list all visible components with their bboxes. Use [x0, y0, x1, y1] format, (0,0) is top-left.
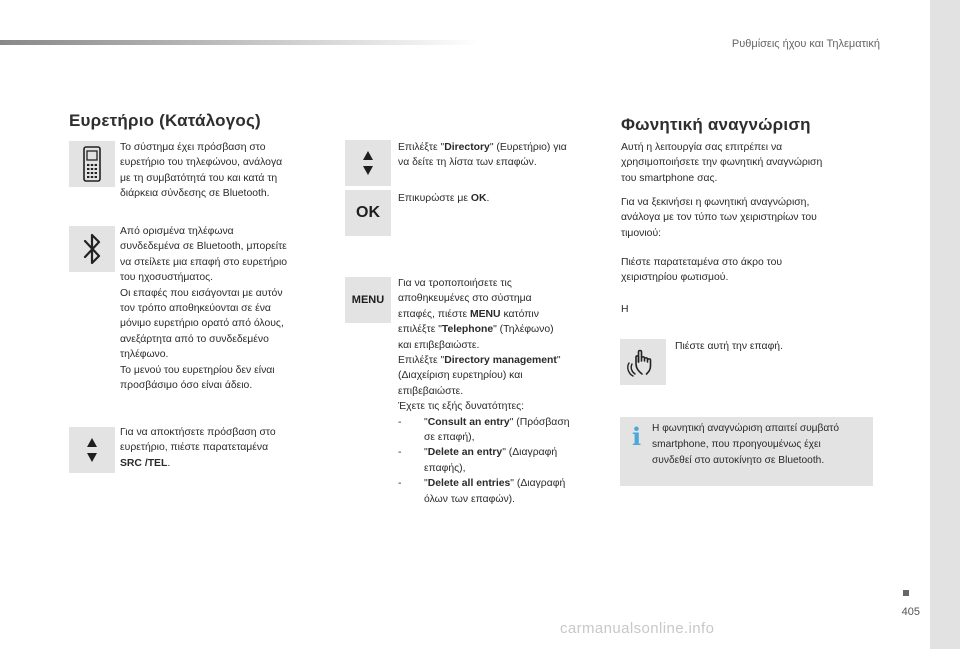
text-fragment: ": [424, 416, 428, 428]
text-line: συνδεθεί στο αυτοκίνητο σε Bluetooth.: [652, 455, 825, 467]
text-line: Το μενού του ευρετηρίου δεν είναι: [120, 364, 275, 376]
text-fragment: επιλέξτε ": [398, 324, 442, 336]
text-line: [398, 307, 608, 322]
text-line: χρησιμοποιήσετε την φωνητική αναγνώριση: [621, 157, 823, 169]
bluetooth-contact-text: [120, 224, 360, 393]
text-line: ευρετήριο του τηλεφώνου, ανάλογα: [120, 157, 283, 169]
text-fragment: επαφές, πιέστε: [398, 308, 470, 320]
text-line: ευρετήριο, πιέστε παρατεταμένα: [120, 442, 269, 454]
text-fragment: όλων των επαφών).: [424, 493, 516, 505]
text-fragment: Επικυρώστε με: [398, 193, 471, 204]
text-line: χειριστηρίου φωτισμού.: [621, 272, 729, 284]
key-delete-entry: Delete an entry: [427, 447, 503, 459]
voice-start-text: [621, 195, 881, 241]
text-fragment: " (Διαγραφή: [502, 447, 558, 459]
up-down-arrows-icon: [87, 438, 97, 462]
chapter-title: Ρυθμίσεις ήχου και Τηλεματική: [731, 38, 880, 50]
touch-hand-icon: [625, 344, 661, 380]
section-title-directory: Ευρετήριο (Κατάλογος): [69, 111, 261, 130]
text-line: Για να ξεκινήσει η φωνητική αναγνώριση,: [621, 197, 810, 208]
arrows-icon-box: [69, 427, 115, 473]
list-item: [398, 415, 608, 446]
section-title-voice-recognition: Φωνητική αναγνώριση: [621, 115, 811, 134]
text-line: [398, 140, 608, 155]
list-item-text: [424, 476, 565, 507]
text-line: Το σύστημα έχει πρόσβαση στο: [120, 142, 266, 153]
text-fragment: Επιλέξτε ": [398, 142, 445, 153]
text-fragment: σε επαφή),: [424, 432, 475, 444]
text-line: και επιβεβαιώστε.: [398, 339, 480, 351]
list-item-text: [424, 415, 570, 446]
text-line: smartphone, που προηγουμένως έχει: [652, 439, 821, 451]
bluetooth-icon-box: [69, 226, 115, 272]
header-gradient-bar: [0, 40, 480, 45]
text-line: [120, 456, 350, 471]
text-line: [398, 353, 608, 368]
touch-icon-box: [620, 339, 666, 385]
voice-intro-text: [621, 140, 881, 186]
key-telephone: Telephone: [441, 324, 494, 336]
text-line: επιβεβαιώστε.: [398, 385, 464, 397]
or-separator: Η: [621, 304, 629, 315]
key-directory-management: Directory management: [444, 355, 557, 367]
text-line: με τη συμβατότητά του και κατά τη: [120, 172, 278, 184]
up-down-arrows-icon: [363, 151, 373, 175]
page-number: 405: [901, 606, 920, 618]
text-line: του ηχοσυστήματος.: [120, 272, 214, 284]
text-fragment: .: [167, 457, 171, 469]
text-fragment: .: [486, 193, 490, 204]
list-item: [398, 476, 608, 507]
voice-lighting-stalk-text: [621, 255, 881, 286]
text-fragment: Επιλέξτε ": [398, 355, 445, 367]
text-line: τηλέφωνο.: [120, 349, 169, 361]
directory-access-text: [120, 425, 350, 471]
text-line: συνδεδεμένα σε Bluetooth, μπορείτε: [120, 241, 287, 253]
text-line: να δείτε τη λίστα των επαφών.: [398, 157, 537, 169]
text-line: του smartphone σας.: [621, 172, 718, 184]
text-line: μόνιμο ευρετήριο ορατό από όλους,: [120, 318, 284, 330]
watermark: carmanualsonline.info: [560, 620, 715, 637]
text-fragment: ": [424, 478, 428, 490]
mobile-phone-icon: [82, 146, 102, 182]
text-line: Έχετε τις εξής δυνατότητες:: [398, 401, 525, 413]
menu-icon-box: [345, 277, 391, 323]
text-line: διάρκεια σύνδεσης σε Bluetooth.: [120, 188, 270, 200]
text-fragment: " (Διαγραφή: [510, 478, 566, 490]
confirm-ok-text: [398, 191, 608, 206]
ok-icon-box: [345, 190, 391, 236]
directory-intro-text: [120, 140, 350, 202]
text-fragment: ": [424, 447, 428, 459]
ok-button-icon: OK: [356, 204, 380, 221]
right-page-margin: [930, 0, 960, 649]
text-line: ανάλογα με τον τύπο των χειριστηρίων του: [621, 212, 817, 224]
menu-button-icon: MENU: [351, 294, 385, 306]
touch-control-text: Πιέστε αυτή την επαφή.: [675, 341, 783, 352]
text-line: Από ορισμένα τηλέφωνα: [120, 226, 234, 237]
list-dash: -: [398, 447, 402, 459]
info-icon: i: [632, 422, 642, 451]
arrow-down-icon: [87, 453, 97, 462]
text-fragment: " (Πρόσβαση: [509, 416, 570, 428]
key-src-tel: SRC /TEL: [120, 457, 168, 469]
text-line: [398, 191, 608, 206]
text-line: Για να αποκτήσετε πρόσβαση στο: [120, 427, 276, 438]
text-line: [398, 322, 608, 337]
text-line: να στείλετε μια επαφή στο ευρετήριο: [120, 256, 288, 268]
arrow-up-icon: [363, 151, 373, 160]
text-line: προσβάσιμο όσο είναι άδειο.: [120, 380, 253, 392]
list-item: [398, 445, 608, 476]
text-fragment: " (Ευρετήριο) για: [489, 142, 567, 153]
text-fragment: κατόπιν: [500, 308, 539, 320]
text-line: αποθηκευμένες στο σύστημα: [398, 293, 532, 305]
key-ok: OK: [470, 193, 487, 204]
key-delete-all-entries: Delete all entries: [427, 478, 511, 490]
text-fragment: " (Τηλέφωνο): [493, 324, 554, 336]
text-line: Πιέστε παρατεταμένα στο άκρο του: [621, 257, 783, 268]
text-fragment: ": [556, 355, 561, 367]
page-marker: [903, 590, 909, 596]
text-line: Αυτή η λειτουργία σας επιτρέπει να: [621, 142, 783, 153]
info-note-text: [652, 421, 868, 470]
manage-directory-text: [398, 276, 608, 507]
arrow-down-icon: [363, 166, 373, 175]
text-line: τιμονιού:: [621, 227, 662, 239]
text-line: Για να τροποποιήσετε τις: [398, 278, 512, 289]
arrow-up-icon: [87, 438, 97, 447]
arrows-icon-box: [345, 140, 391, 186]
list-item-text: [424, 445, 557, 476]
list-dash: -: [398, 478, 402, 490]
text-line: (Διαχείριση ευρετηρίου) και: [398, 370, 523, 382]
key-menu: MENU: [469, 308, 501, 320]
key-consult-entry: Consult an entry: [427, 416, 510, 428]
text-line: ανεξάρτητα από το συνδεδεμένο: [120, 333, 269, 345]
list-dash: -: [398, 416, 402, 428]
text-line: Οι επαφές που εισάγονται με αυτόν: [120, 287, 283, 299]
key-directory: Directory: [444, 142, 490, 153]
text-line: τον τρόπο αποθηκεύονται σε ένα: [120, 303, 271, 315]
bluetooth-icon: [80, 231, 104, 267]
text-line: Η φωνητική αναγνώριση απαιτεί συμβατό: [652, 423, 839, 434]
select-directory-text: [398, 140, 608, 171]
text-fragment: επαφής),: [424, 462, 466, 474]
info-note-box: [620, 417, 873, 486]
phone-icon-box: [69, 141, 115, 187]
